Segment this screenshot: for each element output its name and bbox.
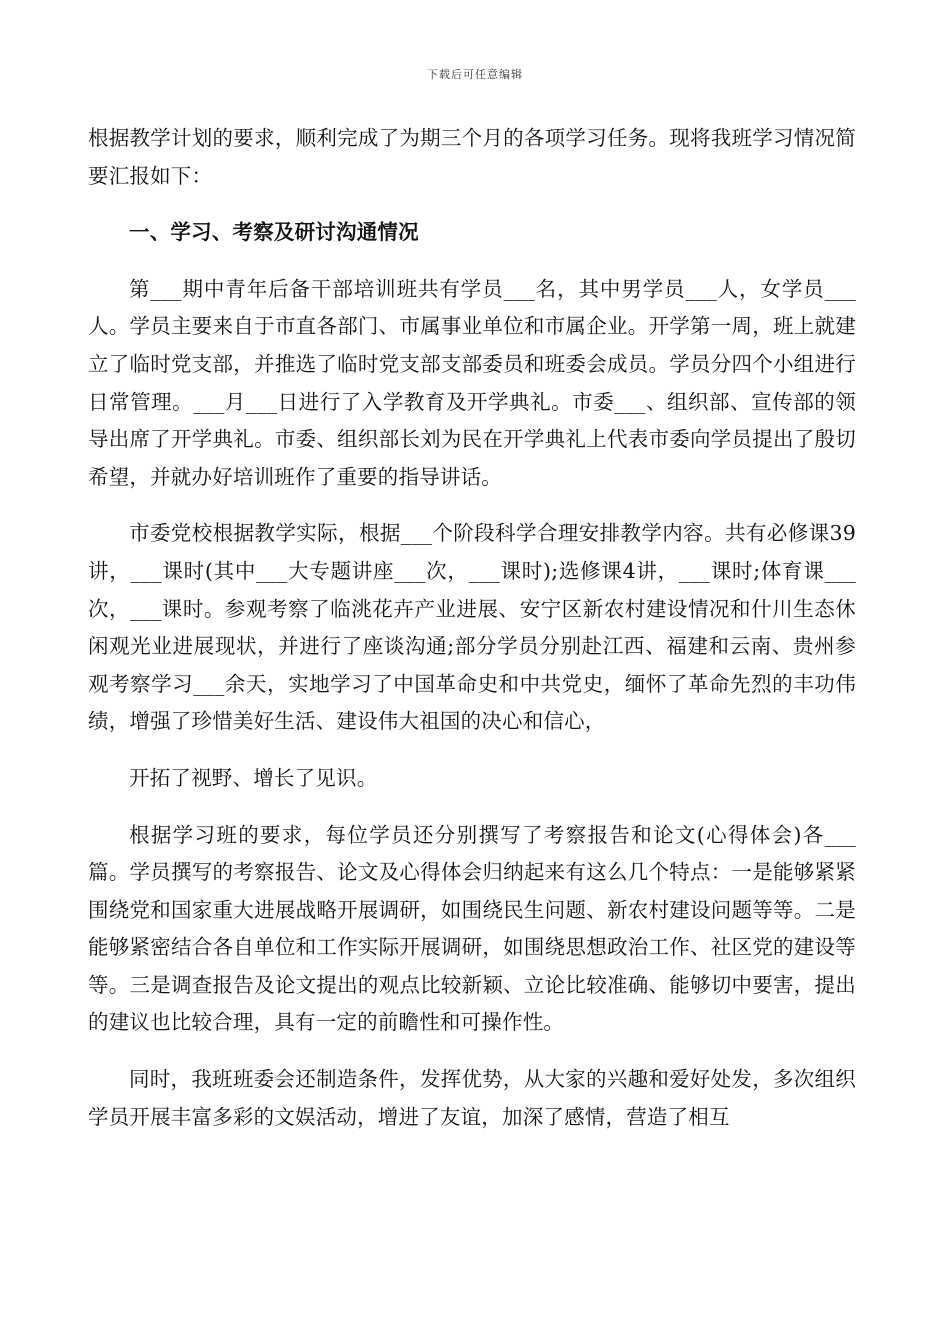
intro-paragraph: 根据教学计划的要求，顺利完成了为期三个月的各项学习任务。现将我班学习情况简要汇报如下：	[88, 126, 856, 188]
paragraph-reports: 根据学习班的要求，每位学员还分别撰写了考察报告和论文(心得体会)各___篇。学员撰写的考察报告、论文及心得体会归纳起来有这么几个特点：一是能够紧紧围绕党和国家重大进展战略开展调研，如围绕民生问题、新农村建设问题等等。二是能够紧密结合各自单位和工作实际开展调研，如围绕思想政治工作、社区党的建设等等。三是调查报告及论文提出的观点比较新颖、立论比较准确、能够切中要害，提出的建议也比较合理，具有一定的前瞻性和可操作性。	[88, 822, 856, 1035]
paragraph-curriculum: 市委党校根据教学实际，根据___个阶段科学合理安排教学内容。共有必修课39讲，___课时(其中___大专题讲座___次，___课时);选修课4讲，___课时;体育课___次，___课时。参观考察了临洮花卉产业进展、安宁区新农村建设情况和什川生态休闲观光业进展现状，并进行了座谈沟通;部分学员分别赴江西、福建和云南、贵州参观考察学习___余天，实地学习了中国革命史和中共党史，缅怀了革命先烈的丰功伟绩，增强了珍惜美好生活、建设伟大祖国的决心和信心，	[88, 521, 856, 734]
paragraph-activities: 同时，我班班委会还制造条件，发挥优势，从大家的兴趣和爱好处发，多次组织学员开展丰富多彩的文娱活动，增进了友谊，加深了感情，营造了相互	[88, 1067, 856, 1129]
paragraph-horizons: 开拓了视野、增长了见识。	[129, 765, 378, 790]
section-heading: 一、学习、考察及研讨沟通情况	[129, 220, 419, 245]
document-body	[88, 120, 856, 1136]
page-header-note: 下载后可任意编辑	[427, 68, 523, 81]
paragraph-class-overview: 第___期中青年后备干部培训班共有学员___名，其中男学员___人，女学员___人。学员主要来自于市直各部门、市属事业单位和市属企业。开学第一周，班上就建立了临时党支部，并推选了临时党支部支部委员和班委会成员。学员分四个小组进行日常管理。___月___日进行了入学教育及开学典礼。市委___、组织部、宣传部的领导出席了开学典礼。市委、组织部长刘为民在开学典礼上代表市委向学员提出了殷切希望，并就办好培训班作了重要的指导讲话。	[88, 276, 856, 489]
